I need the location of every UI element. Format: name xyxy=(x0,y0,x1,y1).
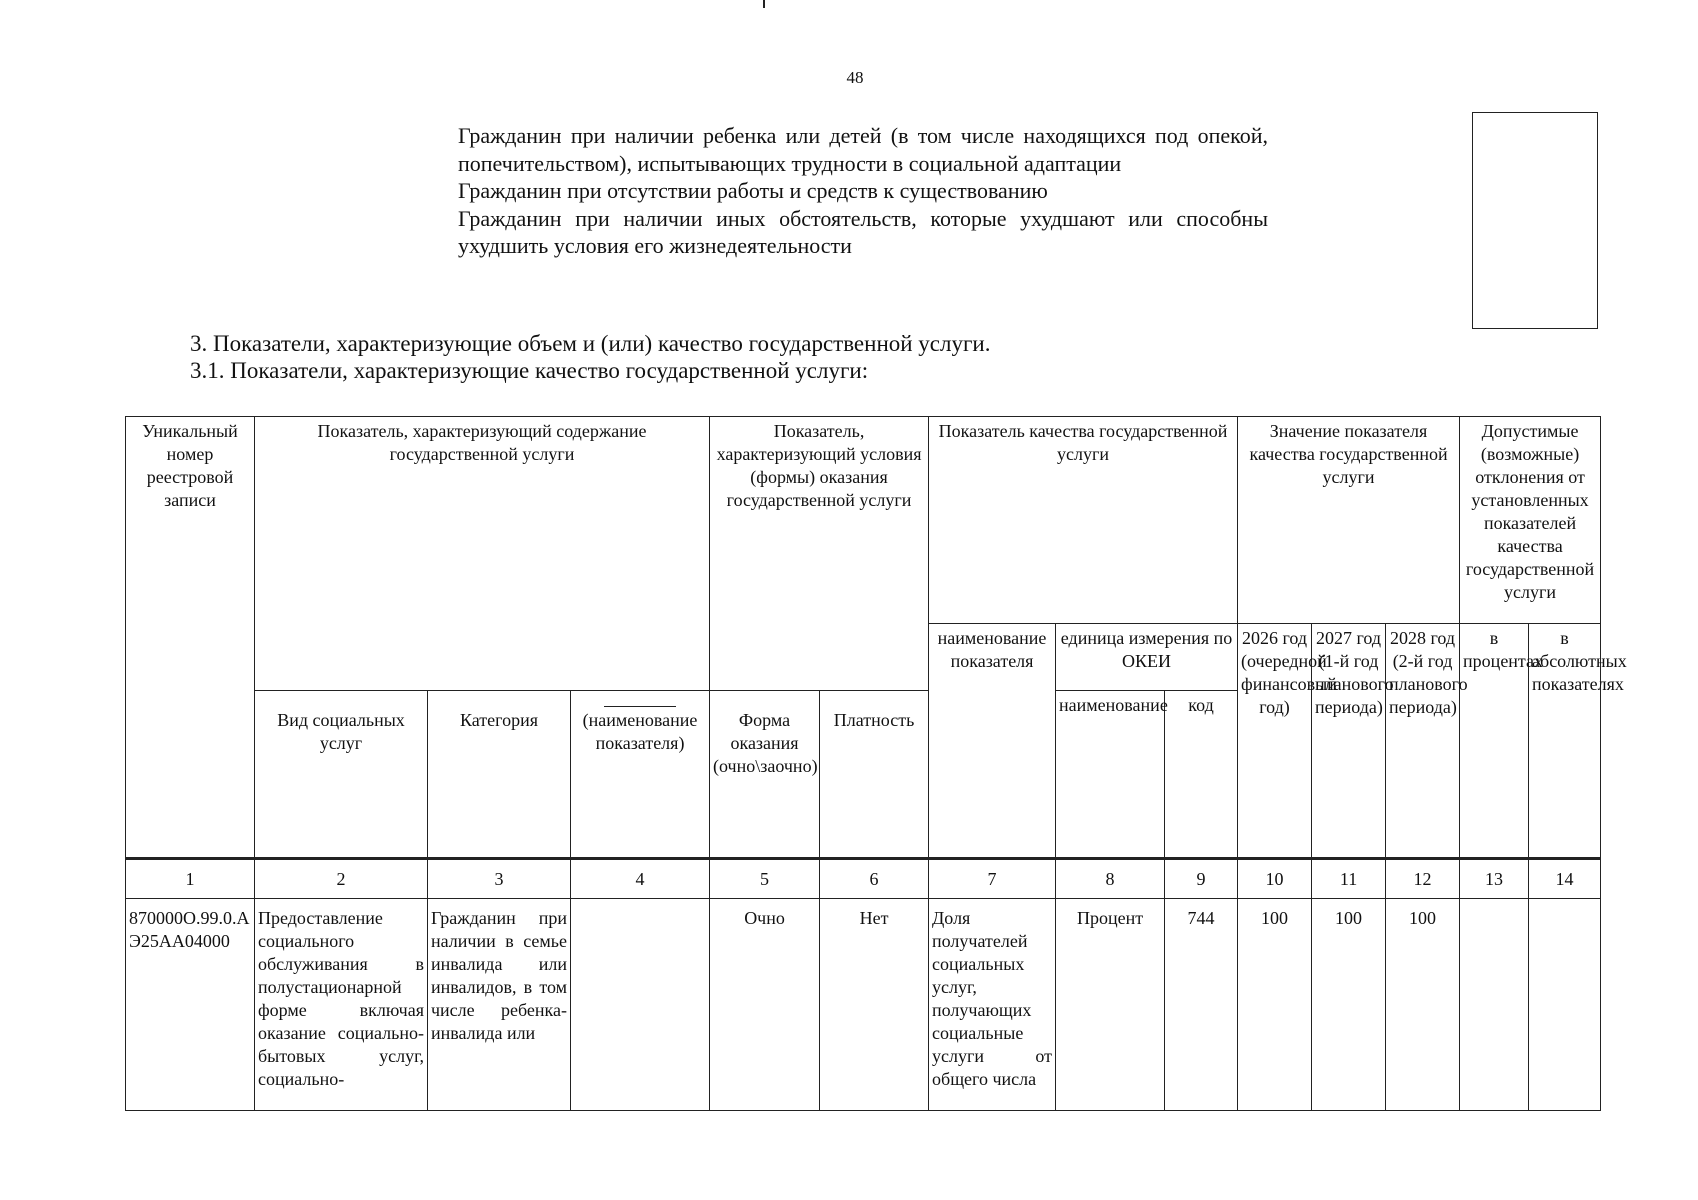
header-okei-code: код xyxy=(1165,691,1238,859)
header-blank-indicator xyxy=(571,691,710,859)
section-3-1-heading: 3.1. Показатели, характеризующие качество государственной услуги: xyxy=(190,358,869,383)
cell-registry-number: 870000О.99.0.АЭ25АА04000 xyxy=(126,899,255,1111)
header-quality-indicator: Показатель качества государственной услуги xyxy=(929,417,1238,624)
intro-line: Гражданин при наличии иных обстоятельств, которые ухудшают или способны ухудшить условия его жизнедеятельности xyxy=(458,205,1268,258)
header-quality-value: Значение показателя качества государственной услуги xyxy=(1238,417,1460,624)
column-number: 12 xyxy=(1386,859,1460,899)
intro-text xyxy=(458,122,1268,260)
cell-service-type: Предоставление социального обслуживания в полустационарной форме включая оказание социально-бытовых услуг, социально- xyxy=(255,899,428,1111)
cell-value-2027: 100 xyxy=(1312,899,1386,1111)
column-number: 14 xyxy=(1529,859,1601,899)
column-number: 6 xyxy=(820,859,929,899)
column-number: 3 xyxy=(428,859,571,899)
cell-form: Очно xyxy=(710,899,820,1111)
column-number: 4 xyxy=(571,859,710,899)
cell-category: Гражданин при наличии в семье инвалида или инвалидов, в том числе ребенка-инвалида или xyxy=(428,899,571,1111)
column-number: 9 xyxy=(1165,859,1238,899)
column-number: 1 xyxy=(126,859,255,899)
cell-unit-code: 744 xyxy=(1165,899,1238,1111)
column-number: 10 xyxy=(1238,859,1312,899)
column-number: 7 xyxy=(929,859,1056,899)
column-number: 2 xyxy=(255,859,428,899)
cell-payment: Нет xyxy=(820,899,929,1111)
header-year-2026: 2026 год (очередной финансовый год) xyxy=(1238,624,1312,859)
section-3-heading: 3. Показатели, характеризующие объем и (или) качество государственной услуги. xyxy=(190,331,991,356)
header-year-2028: 2028 год (2-й год планового периода) xyxy=(1386,624,1460,859)
header-content-indicator: Показатель, характеризующий содержание государственной услуги xyxy=(255,417,710,691)
code-box xyxy=(1472,112,1598,329)
column-number: 8 xyxy=(1056,859,1165,899)
blank-underline xyxy=(604,704,676,707)
cell-value-2028: 100 xyxy=(1386,899,1460,1111)
quality-indicators-table xyxy=(125,416,1627,1111)
header-year-2027: 2027 год (1-й год планового периода) xyxy=(1312,624,1386,859)
column-number: 11 xyxy=(1312,859,1386,899)
header-category: Категория xyxy=(428,691,571,859)
intro-line: Гражданин при наличии ребенка или детей (в том числе находящихся под опекой, попечительством), испытывающих трудности в социальной адаптации xyxy=(458,123,1268,176)
header-indicator-name: наименование показателя xyxy=(929,624,1056,859)
header-payment: Платность xyxy=(820,691,929,859)
cell-value-2026: 100 xyxy=(1238,899,1312,1111)
cell-dev-percent xyxy=(1460,899,1529,1111)
page-number: 48 xyxy=(846,68,864,87)
column-number: 13 xyxy=(1460,859,1529,899)
cell-dev-absolute xyxy=(1529,899,1601,1111)
header-blank-name: (наименование показателя) xyxy=(582,710,698,753)
header-conditions-indicator: Показатель, характеризующий условия (формы) оказания государственной услуги xyxy=(710,417,929,691)
header-okei-unit: единица измерения по ОКЕИ xyxy=(1056,624,1238,691)
header-unique-number: Уникальный номер реестровой записи xyxy=(126,417,255,859)
cell-indicator-4 xyxy=(571,899,710,1111)
cell-quality-name: Доля получателей социальных услуг, получающих социальные услуги от общего числа xyxy=(929,899,1056,1111)
header-deviations: Допустимые (возможные) отклонения от установленных показателей качества государственной услуги xyxy=(1460,417,1601,624)
header-in-absolute: в абсолютных показателях xyxy=(1529,624,1601,859)
page-edge-mark xyxy=(763,0,765,8)
header-in-percent: в процентах xyxy=(1460,624,1529,859)
header-form: Форма оказания (очно\заочно) xyxy=(710,691,820,859)
cell-unit-name: Процент xyxy=(1056,899,1165,1111)
header-okei-name: наименование xyxy=(1056,691,1165,859)
header-service-type: Вид социальных услуг xyxy=(255,691,428,859)
intro-line: Гражданин при отсутствии работы и средств к существованию xyxy=(458,178,1048,203)
column-number: 5 xyxy=(710,859,820,899)
